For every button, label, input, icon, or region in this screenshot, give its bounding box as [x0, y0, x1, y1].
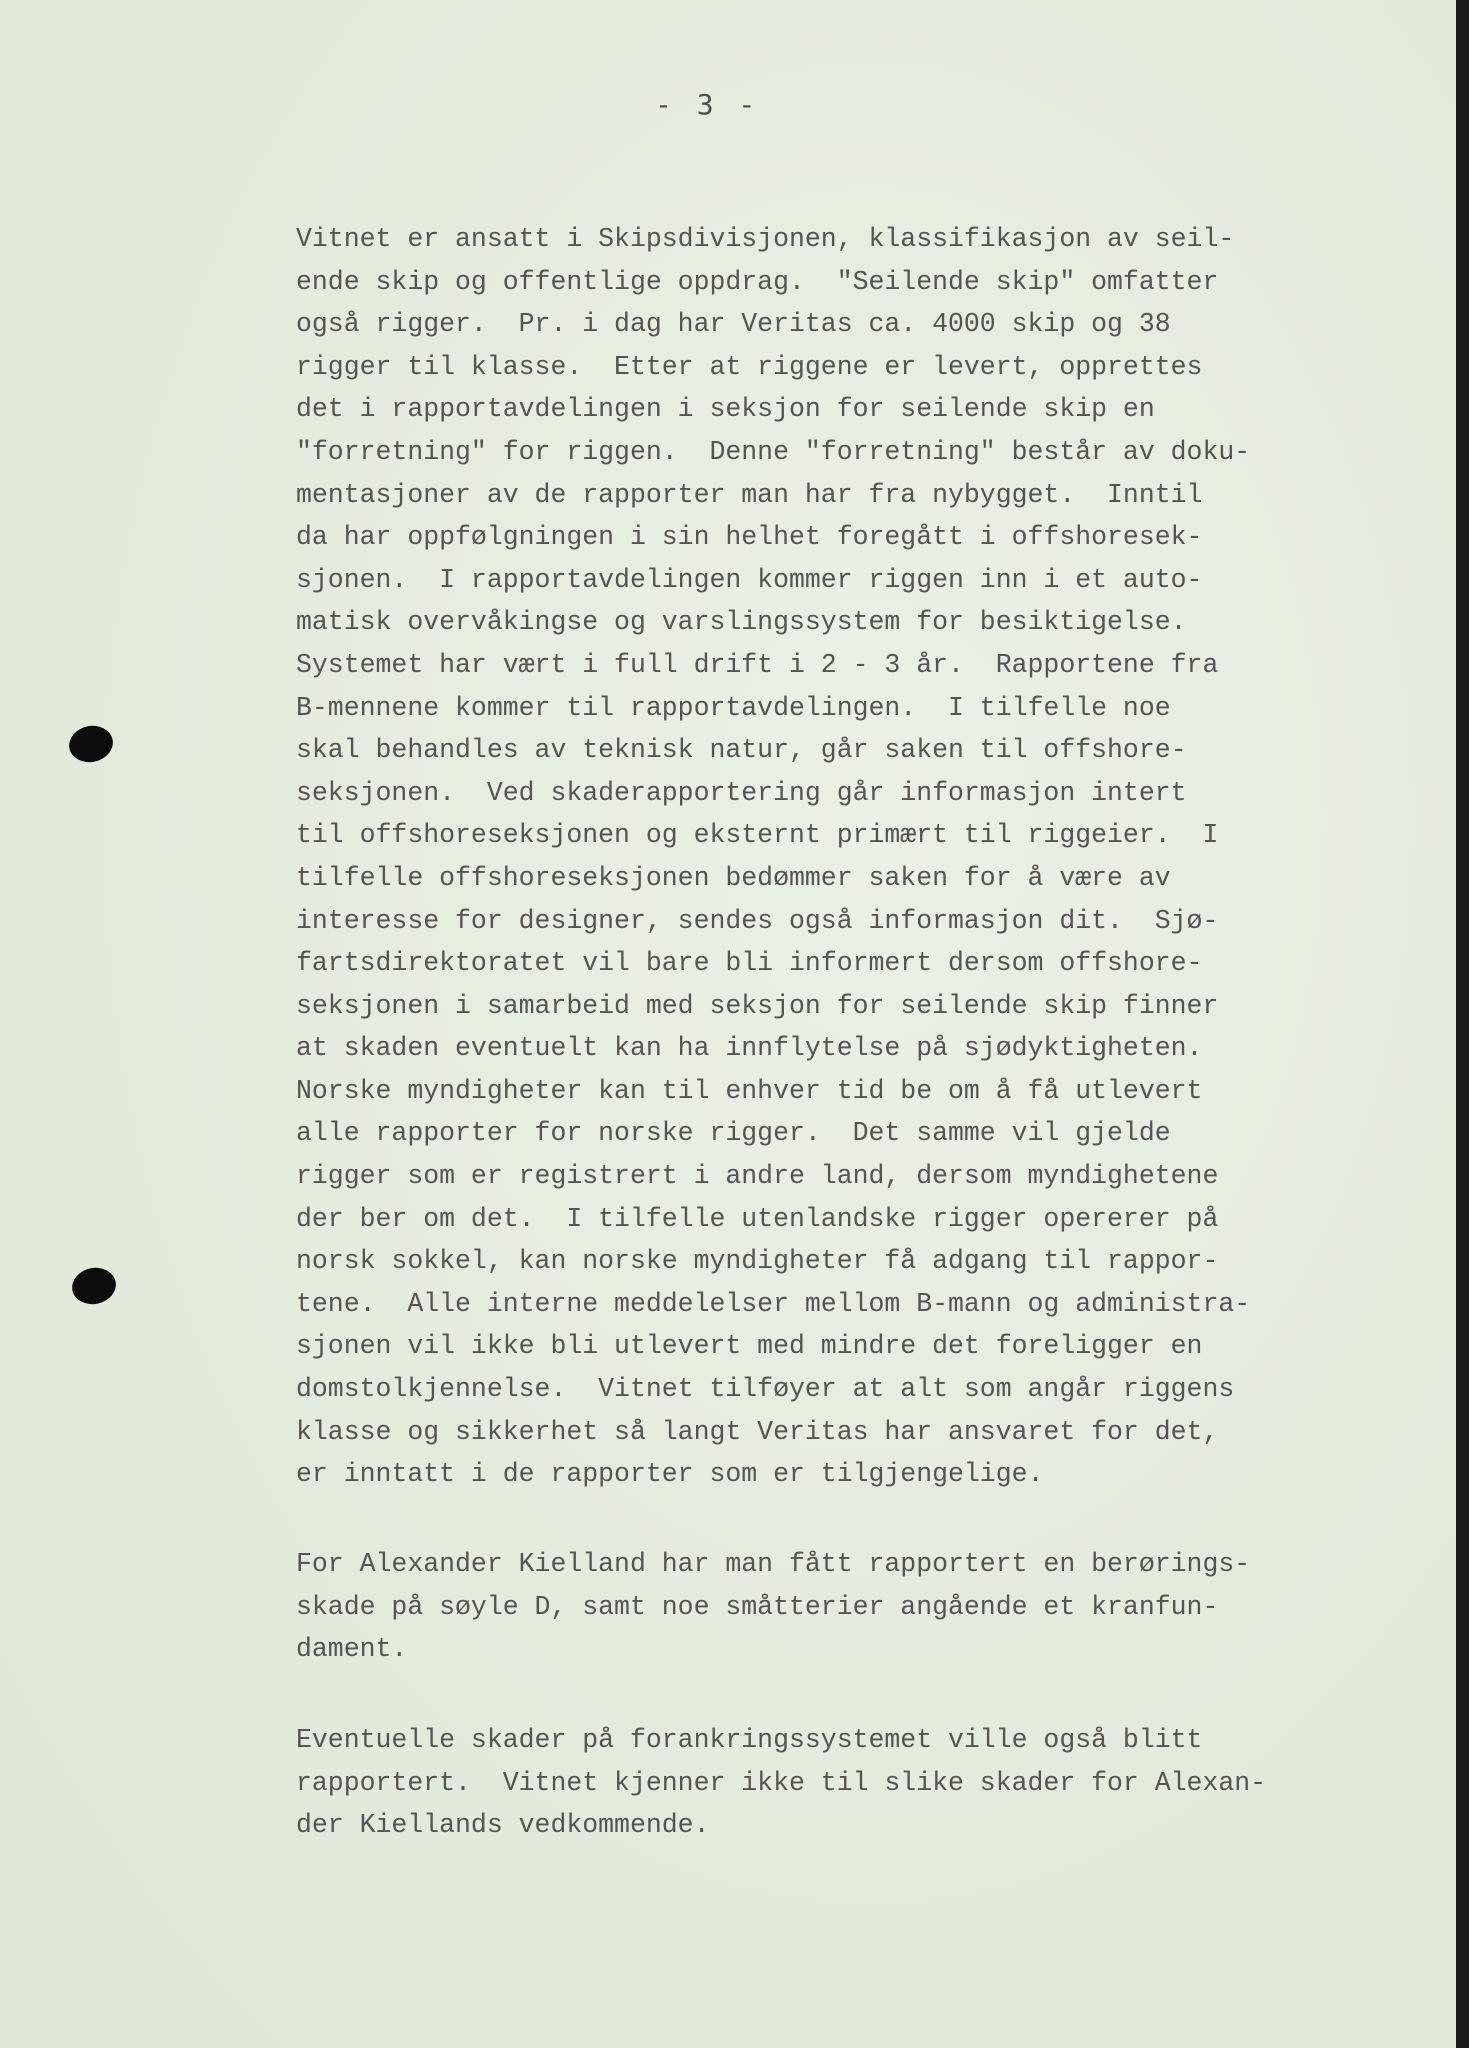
text-line: Norske myndigheter kan til enhver tid be om å få utlevert — [296, 1075, 1203, 1106]
paragraph-kielland-damage — [296, 1543, 1250, 1671]
text-line: seksjonen i samarbeid med seksjon for seilende skip finner — [296, 990, 1219, 1021]
text-line: skade på søyle D, samt noe småtterier angående et kranfun- — [296, 1591, 1219, 1622]
text-line: ende skip og offentlige oppdrag. "Seilende skip" omfatter — [296, 266, 1219, 297]
paragraph-mooring-system — [296, 1719, 1266, 1847]
text-line: er inntatt i de rapporter som er tilgjengelige. — [296, 1459, 1044, 1490]
text-line: Eventuelle skader på forankringssystemet ville også blitt — [296, 1725, 1203, 1755]
text-line: tilfelle offshoreseksjonen bedømmer saken for å være av — [296, 862, 1171, 893]
text-line: Systemet har vært i full drift i 2 - 3 år. Rapportene fra — [296, 649, 1219, 680]
text-line: skal behandles av teknisk natur, går saken til offshore- — [296, 735, 1187, 766]
text-line: matisk overvåkingse og varslingssystem for besiktigelse. — [296, 607, 1187, 638]
text-line: da har oppfølgningen i sin helhet foregått i offshoresek- — [296, 522, 1203, 553]
text-line: der Kiellands vedkommende. — [296, 1810, 710, 1841]
text-line: rapportert. Vitnet kjenner ikke til slike skader for Alexan- — [296, 1767, 1267, 1798]
text-line: der ber om det. I tilfelle utenlandske rigger opererer på — [296, 1203, 1219, 1234]
text-line: alle rapporter for norske rigger. Det samme vil gjelde — [296, 1118, 1171, 1149]
text-line: tene. Alle interne meddelelser mellom B-mann og administra- — [296, 1288, 1251, 1319]
text-line: sjonen. I rapportavdelingen kommer riggen inn i et auto- — [296, 564, 1203, 595]
text-line: at skaden eventuelt kan ha innflytelse på sjødyktigheten. — [296, 1033, 1203, 1064]
text-line: fartsdirektoratet vil bare bli informert dersom offshore- — [296, 948, 1203, 979]
text-line: norsk sokkel, kan norske myndigheter få adgang til rappor- — [296, 1246, 1219, 1277]
text-line: dament. — [296, 1634, 408, 1665]
punch-hole — [69, 1264, 120, 1308]
text-line: det i rapportavdelingen i seksjon for seilende skip en — [296, 394, 1155, 425]
text-line: Vitnet er ansatt i Skipsdivisjonen, klassifikasjon av seil- — [296, 224, 1235, 254]
text-line: også rigger. Pr. i dag har Veritas ca. 4000 skip og 38 — [296, 309, 1171, 340]
text-line: sjonen vil ikke bli utlevert med mindre det foreligger en — [296, 1331, 1203, 1362]
paragraph-testimony — [296, 218, 1250, 1496]
text-line: For Alexander Kielland har man fått rapportert en berørings- — [296, 1549, 1251, 1579]
punch-hole — [66, 722, 117, 766]
page-number: - 3 - — [655, 88, 760, 121]
text-line: interesse for designer, sendes også informasjon dit. Sjø- — [296, 905, 1219, 936]
text-line: B-mennene kommer til rapportavdelingen. I tilfelle noe — [296, 692, 1171, 723]
text-line: rigger som er registrert i andre land, dersom myndighetene — [296, 1161, 1219, 1192]
text-line: klasse og sikkerhet så langt Veritas har ansvaret for det, — [296, 1416, 1219, 1447]
text-line: seksjonen. Ved skaderapportering går informasjon intert — [296, 777, 1187, 808]
text-line: domstolkjennelse. Vitnet tilføyer at alt som angår riggens — [296, 1374, 1235, 1405]
text-line: "forretning" for riggen. Denne "forretning" består av doku- — [296, 436, 1251, 467]
text-line: mentasjoner av de rapporter man har fra nybygget. Inntil — [296, 479, 1203, 510]
text-line: til offshoreseksjonen og eksternt primært til riggeier. I — [296, 820, 1219, 851]
text-line: rigger til klasse. Etter at riggene er levert, opprettes — [296, 351, 1203, 382]
